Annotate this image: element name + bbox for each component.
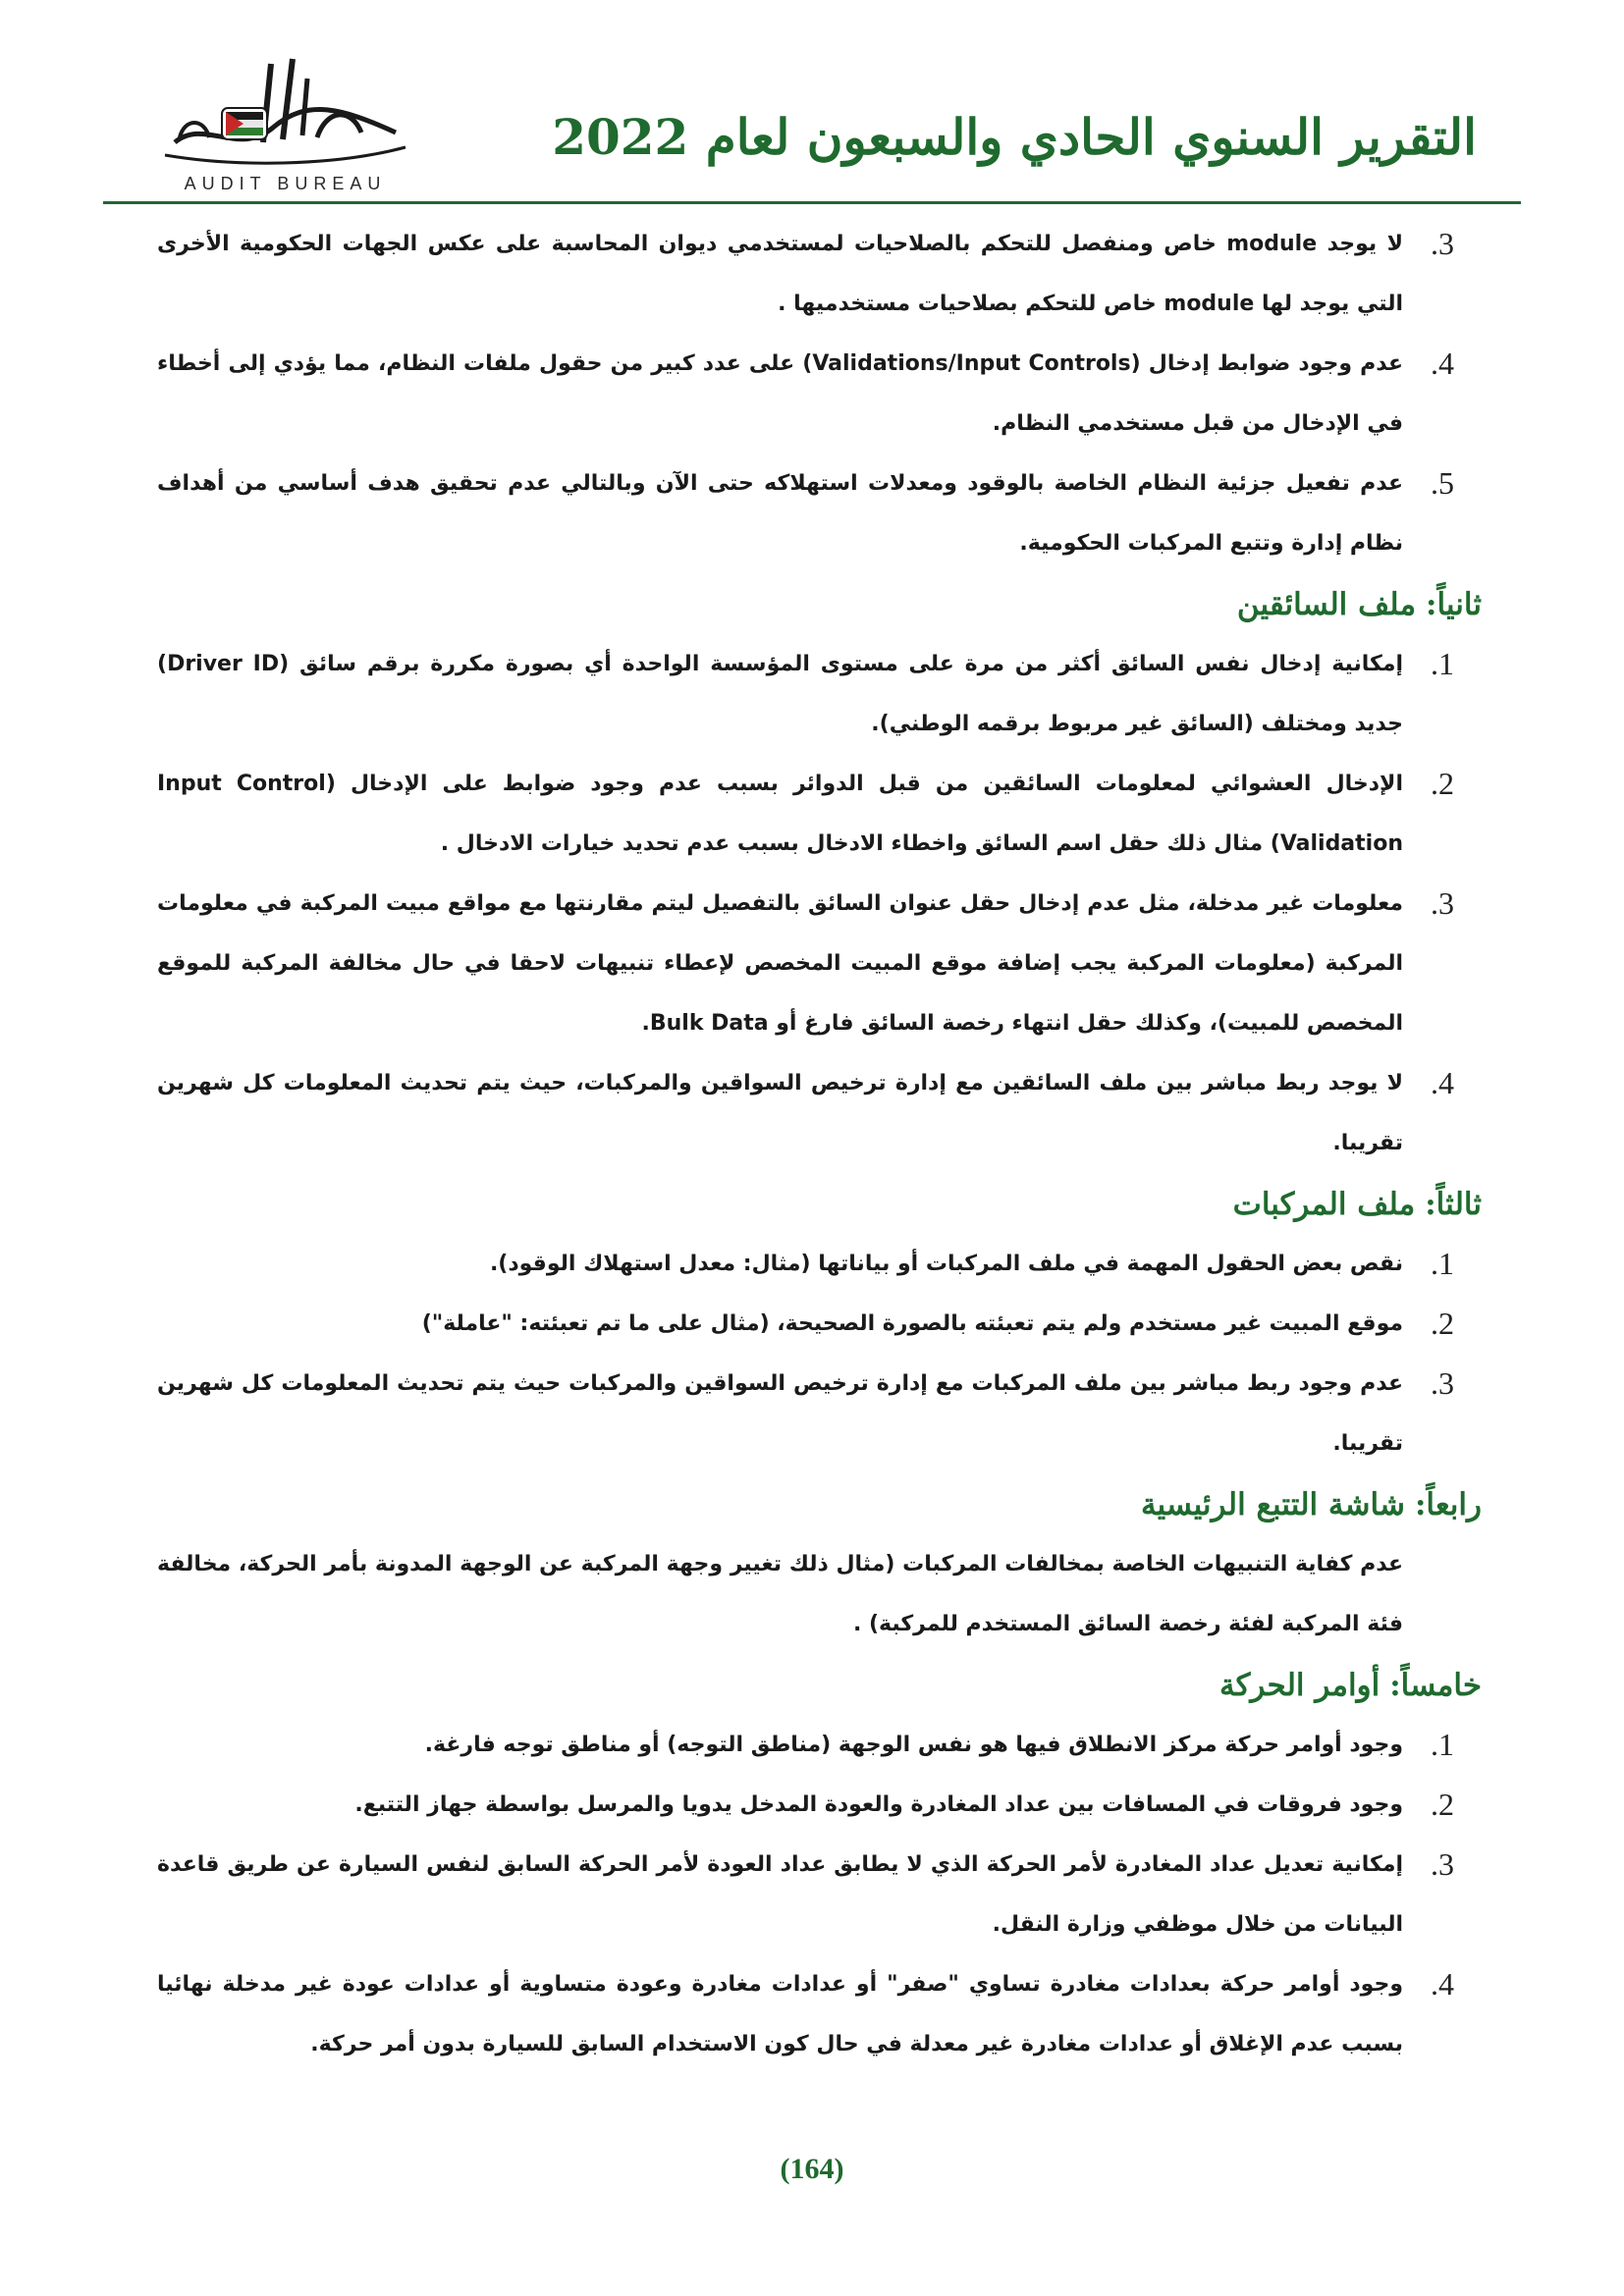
item-number: 2. <box>1431 1787 1454 1822</box>
list-item <box>157 1775 1482 1835</box>
section-heading-vehicles <box>157 1175 1482 1234</box>
item-number: 4. <box>1431 1065 1454 1100</box>
item-text: وجود أوامر حركة بعدادات مغادرة تساوي "صفر" أو عدادات مغادرة وعودة متساوية أو عدادات عودة غير مدخلة نهائيا بسبب عدم الإغلاق أو عدادات مغادرة غير معدلة في حال كون الاستخدام السابق للسيارة بدون أمر حركة. <box>157 1972 1403 2056</box>
logo-subtitle: AUDIT BUREAU <box>184 174 387 193</box>
report-title: التقرير السنوي الحادي والسبعون لعام 2022 <box>552 108 1477 166</box>
list-item <box>157 1053 1482 1173</box>
item-number: 3. <box>1431 885 1454 921</box>
item-text: عدم وجود ربط مباشر بين ملف المركبات مع إدارة ترخيص السواقين والمركبات حيث يتم تحديث المعلومات كل شهرين تقريبا. <box>157 1371 1403 1456</box>
section-title: شاشة التتبع الرئيسية <box>1140 1487 1405 1522</box>
item-text: الإدخال العشوائي لمعلومات السائقين من قبل الدوائر بسبب عدم وجود ضوابط على الإدخال (Input Control Validation) مثال ذلك حقل اسم السائق واخطاء الادخال بسبب عدم تحديد خيارات الادخال . <box>157 772 1403 856</box>
item-text: إمكانية تعديل عداد المغادرة لأمر الحركة الذي لا يطابق عداد العودة لأمر الحركة السابق لنفس السيارة عن طريق قاعدة البيانات من خلال موظفي وزارة النقل. <box>157 1852 1403 1937</box>
item-text: موقع المبيت غير مستخدم ولم يتم تعبئته بالصورة الصحيحة، (مثال على ما تم تعبئته: "عاملة") <box>421 1311 1403 1336</box>
section-label: خامساً: <box>1389 1668 1482 1703</box>
item-number: 4. <box>1431 346 1454 381</box>
page-header <box>0 0 1624 206</box>
list-item <box>157 634 1482 754</box>
list-item <box>157 1294 1482 1354</box>
list-item <box>157 1835 1482 1954</box>
item-number: 2. <box>1431 766 1454 801</box>
item-number: 3. <box>1431 226 1454 261</box>
page-number: (164) <box>780 2153 844 2185</box>
item-number: 1. <box>1431 646 1454 681</box>
item-text: لا يوجد ربط مباشر بين ملف السائقين مع إدارة ترخيص السواقين والمركبات، حيث يتم تحديث المعلومات كل شهرين تقريبا. <box>157 1071 1403 1155</box>
header-divider <box>103 201 1521 204</box>
item-text: نقص بعض الحقول المهمة في ملف المركبات أو بياناتها (مثال: معدل استهلاك الوقود). <box>489 1252 1403 1276</box>
section-heading-drivers <box>157 575 1482 634</box>
item-text: إمكانية إدخال نفس السائق أكثر من مرة على مستوى المؤسسة الواحدة أي بصورة مكررة برقم سائق (Driver ID) جديد ومختلف (السائق غير مربوط برقمه الوطني). <box>157 652 1404 736</box>
item-number: 4. <box>1431 1966 1454 2002</box>
section-title: ملف المركبات <box>1232 1187 1416 1222</box>
item-text: وجود فروقات في المسافات بين عداد المغادرة والعودة المدخل يدويا والمرسل بواسطة جهاز التتبع. <box>354 1792 1403 1817</box>
page-content <box>157 214 1482 2074</box>
list-item <box>157 874 1482 1053</box>
list-item <box>157 1954 1482 2074</box>
audit-bureau-logo <box>145 49 425 194</box>
item-number: 5. <box>1431 465 1454 501</box>
section-title: ملف السائقين <box>1236 587 1417 622</box>
logo-calligraphy-icon <box>145 49 425 172</box>
section-paragraph: عدم كفاية التنبيهات الخاصة بمخالفات المركبات (مثال ذلك تغيير وجهة المركبة عن الوجهة المدونة بأمر الحركة، مخالفة فئة المركبة لفئة رخصة السائق المستخدم للمركبة) . <box>157 1552 1403 1636</box>
section-heading-movement-orders <box>157 1656 1482 1715</box>
item-number: 3. <box>1431 1365 1454 1401</box>
item-number: 1. <box>1431 1727 1454 1762</box>
section-label: ثانياً: <box>1426 587 1482 622</box>
list-item <box>157 1715 1482 1775</box>
item-number: 3. <box>1431 1846 1454 1882</box>
item-number: 1. <box>1431 1246 1454 1281</box>
section-label: ثالثاً: <box>1425 1187 1482 1222</box>
item-number: 2. <box>1431 1306 1454 1341</box>
section-heading-tracking <box>157 1475 1482 1534</box>
item-text: لا يوجد module خاص ومنفصل للتحكم بالصلاحيات لمستخدمي ديوان المحاسبة على عكس الجهات الحكومية الأخرى التي يوجد لها module خاص للتحكم بصلاحيات مستخدميها . <box>157 232 1403 316</box>
list-item <box>157 214 1482 334</box>
section-label: رابعاً: <box>1414 1487 1482 1522</box>
list-item <box>157 334 1482 454</box>
list-item <box>157 754 1482 874</box>
section-title: أوامر الحركة <box>1218 1668 1380 1703</box>
list-item <box>157 1354 1482 1473</box>
item-text: عدم تفعيل جزئية النظام الخاصة بالوقود ومعدلات استهلاكه حتى الآن وبالتالي عدم تحقيق هدف أساسي من أهداف نظام إدارة وتتبع المركبات الحكومية. <box>157 471 1403 556</box>
item-text: عدم وجود ضوابط إدخال (Validations/Input Controls) على عدد كبير من حقول ملفات النظام، مما يؤدي إلى أخطاء في الإدخال من قبل مستخدمي النظام. <box>157 351 1403 436</box>
item-text: وجود أوامر حركة مركز الانطلاق فيها هو نفس الوجهة (مناطق التوجه) أو مناطق توجه فارغة. <box>424 1733 1403 1757</box>
item-text: معلومات غير مدخلة، مثل عدم إدخال حقل عنوان السائق بالتفصيل ليتم مقارنتها مع مواقع مبيت المركبة في معلومات المركبة (معلومات المركبة يجب إضافة موقع المبيت المخصص لإعطاء تنبيهات لاحقا في حال مخالفة المركبة للموقع المخصص للمبيت)، وكذلك حقل انتهاء رخصة السائق فارغ أو Bulk Data. <box>157 891 1403 1036</box>
list-item <box>157 454 1482 573</box>
list-item <box>157 1234 1482 1294</box>
